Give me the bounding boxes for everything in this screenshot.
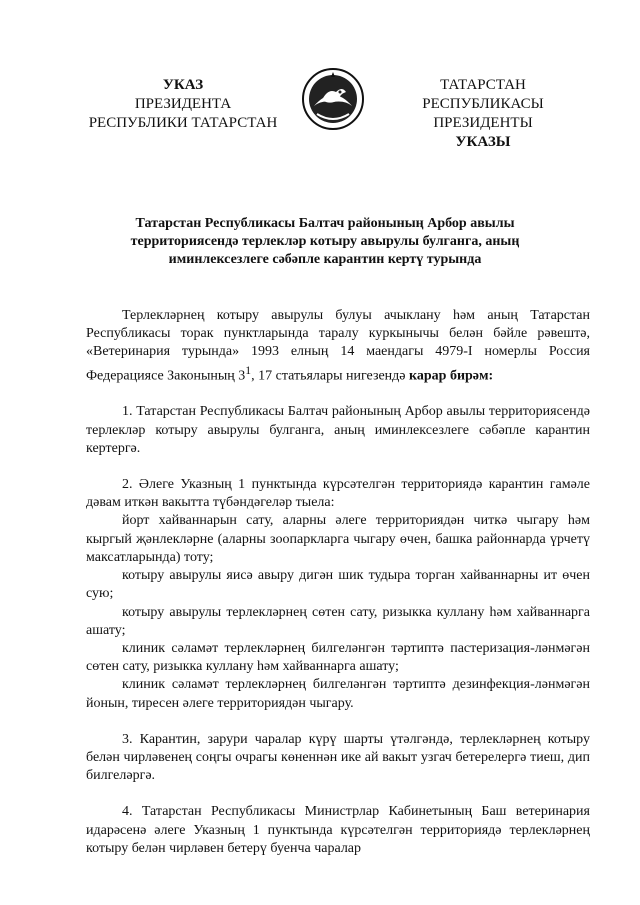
header-right-line-3: УКАЗЫ [455, 134, 511, 150]
preamble-paragraph [86, 307, 590, 385]
document-body [86, 307, 590, 858]
paragraph-2-intro: 2. Әлеге Указның 1 пунктында күрсәтелгән территориядә карантин гамәле дәвам иткән вакытта түбәндәгеләр тыела: [86, 477, 590, 511]
paragraph-2-item: йорт хайваннарын сату, аларны әлеге территориядән читкә чыгару һәм кыргый җәнлекләрне (аларны зоопаркларга чыгару өчен, башка районнарда үрчетү максатларында) тоту; [86, 513, 590, 565]
preamble-decision: карар бирәм: [409, 368, 494, 384]
paragraph-2-item: клиник сәламәт терлекләрнең билгеләнгән тәртиптә дезинфекция-ләнмәгән йонын, тиресен әлеге территориядән чыгару. [86, 677, 590, 711]
coat-of-arms-icon [300, 66, 366, 132]
header-right [378, 76, 588, 152]
paragraph-2-item: котыру авырулы терлекләрнең сөтен сату, ризыкка куллану һәм хайваннарга ашату; [86, 604, 590, 638]
header-left-line-2: ПРЕЗИДЕНТА [134, 96, 232, 112]
preamble-text: Терлекләрнең котыру авырулы булуы ачыклану һәм аның Татарстан Республикасы торак пунктларында таралу куркынычы белән бәйле рәвештә, «Ветеринария турында» 1993 елның 14 маендагы 4979-I номерлы Россия Федерациясе Законының 3 [86, 308, 590, 384]
paragraph-3: 3. Карантин, зарури чаралар күрү шарты үтәлгәндә, терлекләрнең котыру белән чирләвенең соңгы очрагы көненнән ике ай вакыт узгач бетерелергә тиеш, дип билгеләргә. [86, 731, 590, 784]
paragraph-1: 1. Татарстан Республикасы Балтач районының Арбор авылы территориясендә терлекләр котыру авырулы булганга, аның иминлексезлеге сәбәпле карантин кертергә. [86, 404, 590, 456]
paragraph-2-item: клиник сәламәт терлекләрнең билгеләнгән тәртиптә пастеризация-ләнмәгән сөтен сату, ризыкка куллану һәм хайваннарга ашату; [86, 640, 590, 675]
document-title: Татарстан Республикасы Балтач районының Арбор авылы территориясендә терлекләр котыру авырулы булганга, аның иминлексезлеге сәбәпле карантин кертү турында [130, 216, 520, 267]
preamble-text-2: , 17 статьялары нигезендә [251, 368, 410, 384]
preamble-superscript: 1 [245, 363, 252, 377]
header-left-line-3: РЕСПУБЛИКИ ТАТАРСТАН [88, 115, 278, 131]
header-right-line-1: ТАТАРСТАН РЕСПУБЛИКАСЫ [422, 77, 544, 112]
header-left [88, 76, 278, 133]
paragraph-4: 4. Татарстан Республикасы Министрлар Кабинетының Баш ветеринария идарәсенә әлеге Указның 1 пунктында күрсәтелгән территориядә терлекләрнең котыру белән чирләвен бетерү буенча чаралар [86, 804, 590, 856]
header-left-line-1: УКАЗ [162, 77, 204, 93]
header-right-line-2: ПРЕЗИДЕНТЫ [433, 115, 533, 131]
paragraph-2-item: котыру авырулы яисә авыру дигән шик тудыра торган хайваннарны ит өчен сую; [86, 568, 590, 602]
